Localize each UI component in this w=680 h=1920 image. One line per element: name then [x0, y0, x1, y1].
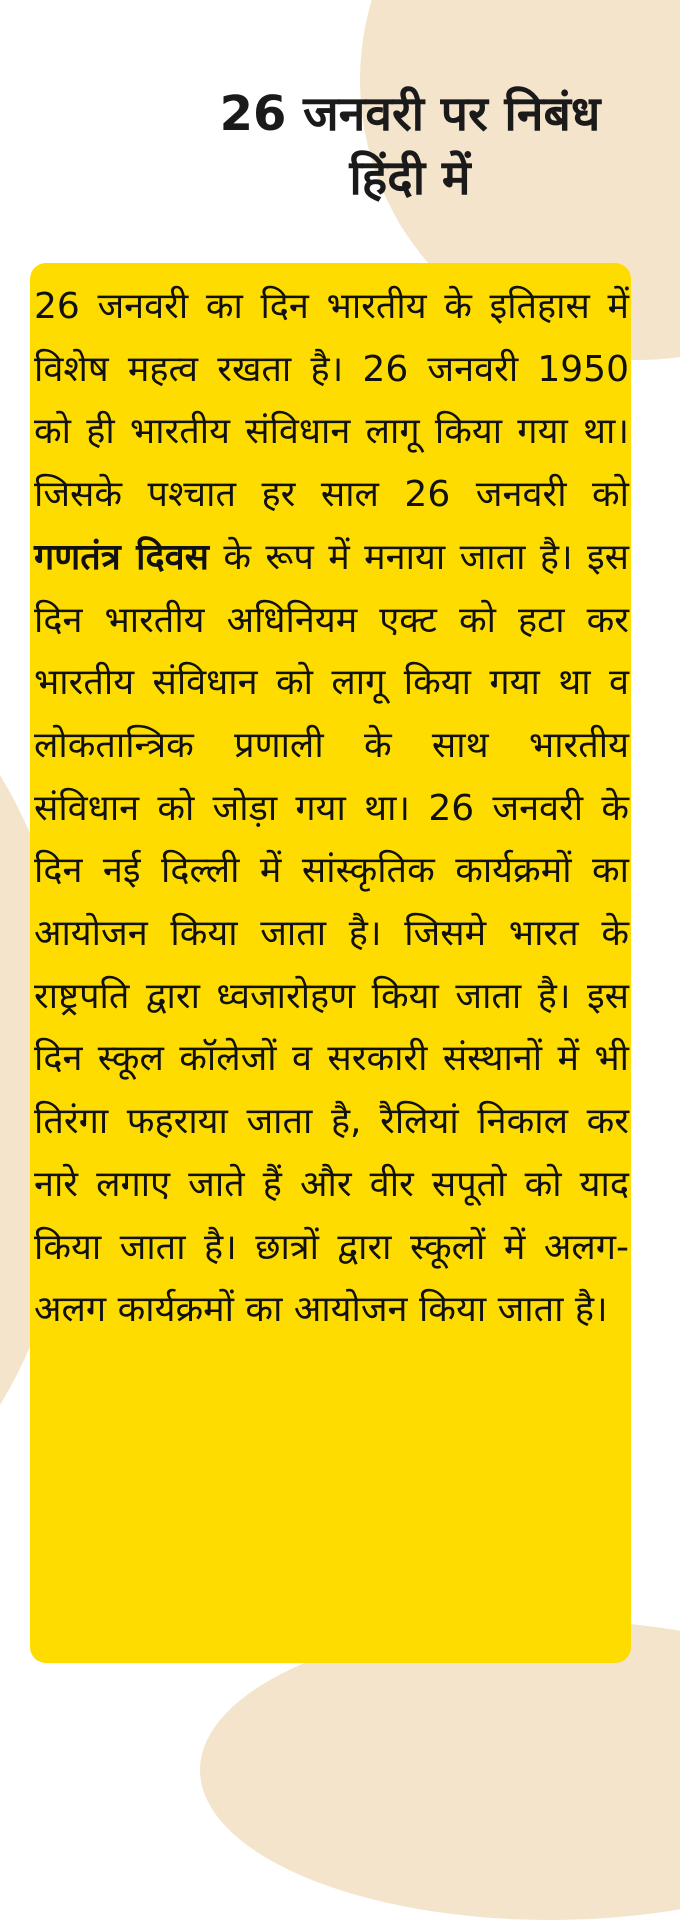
essay-paragraph	[34, 276, 629, 1342]
essay-highlight-republic-day: गणतंत्र दिवस	[34, 536, 209, 578]
page-title-line-1: 26 जनवरी पर निबंध	[219, 86, 601, 142]
decorative-blob-bottom	[200, 1620, 680, 1920]
essay-text-part-2: के रूप में मनाया जाता है। इस दिन भारतीय अधिनियम एक्ट को हटा कर भारतीय संविधान को लागू किया गया था व लोकतान्त्रिक प्रणाली के साथ भारतीय संविधान को जोड़ा गया था। 26 जनवरी के दिन नई दिल्ली में सांस्कृतिक कार्यक्रमों का आयोजन किया जाता है। जिसमे भारत के राष्ट्रपति द्वारा ध्वजारोहण किया जाता है। इस दिन स्कूल कॉलेजों व सरकारी संस्थानों में भी तिरंगा फहराया जाता है, रैलियां निकाल कर नारे लगाए जाते हैं और वीर सपूतो को याद किया जाता है। छात्रों द्वारा स्कूलों में अलग-अलग कार्यक्रमों का आयोजन किया जाता है।	[34, 536, 630, 1331]
page-title-line-2: हिंदी में	[349, 150, 471, 206]
essay-text-part-1: 26 जनवरी का दिन भारतीय के इतिहास में विशेष महत्व रखता है। 26 जनवरी 1950 को ही भारतीय संविधान लागू किया गया था। जिसके पश्चात हर साल 26 जनवरी को	[34, 286, 629, 516]
page-title	[150, 82, 670, 210]
